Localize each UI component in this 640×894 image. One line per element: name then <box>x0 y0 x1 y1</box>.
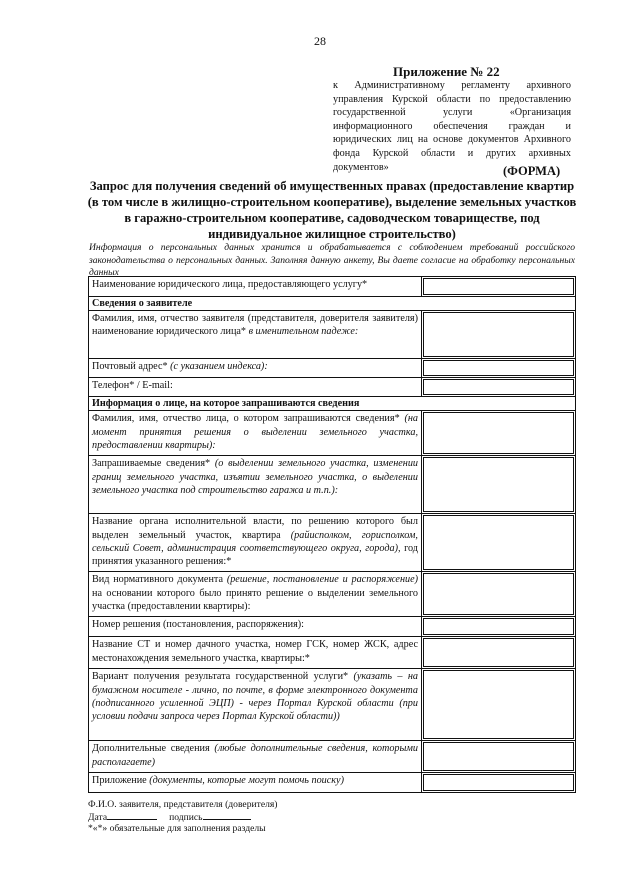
decision-number-label: Номер решения (постановления, распоряжения): <box>89 617 422 637</box>
section-subject-title: Информация о лице, на которое запрашиваются сведения <box>89 397 576 411</box>
applicant-name-label: Фамилия, имя, отчество заявителя (представителя, доверителя заявителя) наименование юридического лица* в именительном падеже: <box>89 311 422 359</box>
page-number: 28 <box>314 34 326 48</box>
requested-info-field[interactable] <box>422 456 576 514</box>
row-requested-info <box>89 456 576 514</box>
row-authority <box>89 514 576 572</box>
row-cooperative <box>89 637 576 669</box>
section-applicant <box>89 297 576 311</box>
required-note: *«*» обязательные для заполнения разделы <box>88 823 266 835</box>
signature-footer <box>88 799 277 835</box>
additional-info-label: Дополнительные сведения (любые дополнительные сведения, которыми располагаете) <box>89 741 422 773</box>
appendix-title: Приложение № 22 <box>393 64 500 79</box>
org-name-label: Наименование юридического лица, предоставляющего услугу* <box>89 277 422 297</box>
delivery-method-field[interactable] <box>422 669 576 741</box>
postal-address-label: Почтовый адрес* (с указанием индекса): <box>89 359 422 378</box>
row-subject-name <box>89 411 576 456</box>
attachment-field[interactable] <box>422 773 576 793</box>
signature-label: подпись <box>169 811 203 823</box>
authority-field[interactable] <box>422 514 576 572</box>
requested-info-label: Запрашиваемые сведения* (о выделении земельного участка, изменении границ земельного участка, изъятии земельного участка, о выделении земельного участка под строительство гаража и т.п.): <box>89 456 422 514</box>
authority-label: Название органа исполнительной власти, по решению которого был выделен земельный участок, квартира (райисполком, горисполком, сельский Совет, администрация соответствующего округа, города), год принятия указанного решения:* <box>89 514 422 572</box>
row-attachment <box>89 773 576 793</box>
row-decision-number <box>89 617 576 637</box>
signer-label: Ф.И.О. заявителя, представителя (доверителя) <box>88 799 278 810</box>
section-applicant-title: Сведения о заявителе <box>89 297 576 311</box>
doc-type-field[interactable] <box>422 572 576 617</box>
row-applicant-name <box>89 311 576 359</box>
row-additional-info <box>89 741 576 773</box>
date-blank[interactable] <box>107 811 157 820</box>
section-subject <box>89 397 576 411</box>
delivery-method-label: Вариант получения результата государственной услуги* (указать – на бумажном носителе - лично, по почте, в форме электронного документа (подписанного усиленной ЭЦП) - через Портал Курской области (при условии подачи запроса через Портал Курской области)) <box>89 669 422 741</box>
row-postal-address <box>89 359 576 378</box>
postal-address-field[interactable] <box>422 359 576 378</box>
org-name-field[interactable] <box>422 277 576 297</box>
signature-blank[interactable] <box>203 811 251 820</box>
request-form-table <box>88 276 576 793</box>
appendix-reference: к Административному регламенту архивного управления Курской области по предоставлению государственной услуги «Организация информационного обеспечения граждан и юридических лиц на основе документов Архивного фонда Курской области и других архивных документов» <box>333 80 571 173</box>
privacy-note: Информация о персональных данных хранится и обрабатывается с соблюдением требований российского законодательства о персональных данных. Заполняя данную анкету, Вы даете согласие на обработку персональных данных <box>89 242 575 278</box>
form-label: (ФОРМА) <box>503 164 561 178</box>
date-label: Дата <box>88 811 108 823</box>
row-phone <box>89 378 576 397</box>
attachment-label: Приложение (документы, которые могут помочь поиску) <box>89 773 422 793</box>
document-title: Запрос для получения сведений об имущественных правах (предоставление квартир (в том числе в жилищно-строительном кооперативе), выделение земельных участков в гаражно-строительном кооперативе, садоводческом товариществе, под индивидуальное жилищное строительство) <box>87 179 577 241</box>
applicant-name-field[interactable] <box>422 311 576 359</box>
cooperative-field[interactable] <box>422 637 576 669</box>
cooperative-label: Название СТ и номер дачного участка, номер ГСК, номер ЖСК, адрес местонахождения земельного участка, квартиры:* <box>89 637 422 669</box>
subject-name-label: Фамилия, имя, отчество лица, о котором запрашиваются сведения* (на момент принятия решения о выделении земельного участка, предоставлении квартиры): <box>89 411 422 456</box>
row-doc-type <box>89 572 576 617</box>
phone-field[interactable] <box>422 378 576 397</box>
subject-name-field[interactable] <box>422 411 576 456</box>
additional-info-field[interactable] <box>422 741 576 773</box>
date-signature-line <box>88 811 277 824</box>
row-org-name <box>89 277 576 297</box>
decision-number-field[interactable] <box>422 617 576 637</box>
phone-label: Телефон* / E-mail: <box>89 378 422 397</box>
row-delivery-method <box>89 669 576 741</box>
doc-type-label: Вид нормативного документа (решение, постановление и распоряжение) на основании которого было принято решение о выделении земельного участка (предоставлении квартиры): <box>89 572 422 617</box>
